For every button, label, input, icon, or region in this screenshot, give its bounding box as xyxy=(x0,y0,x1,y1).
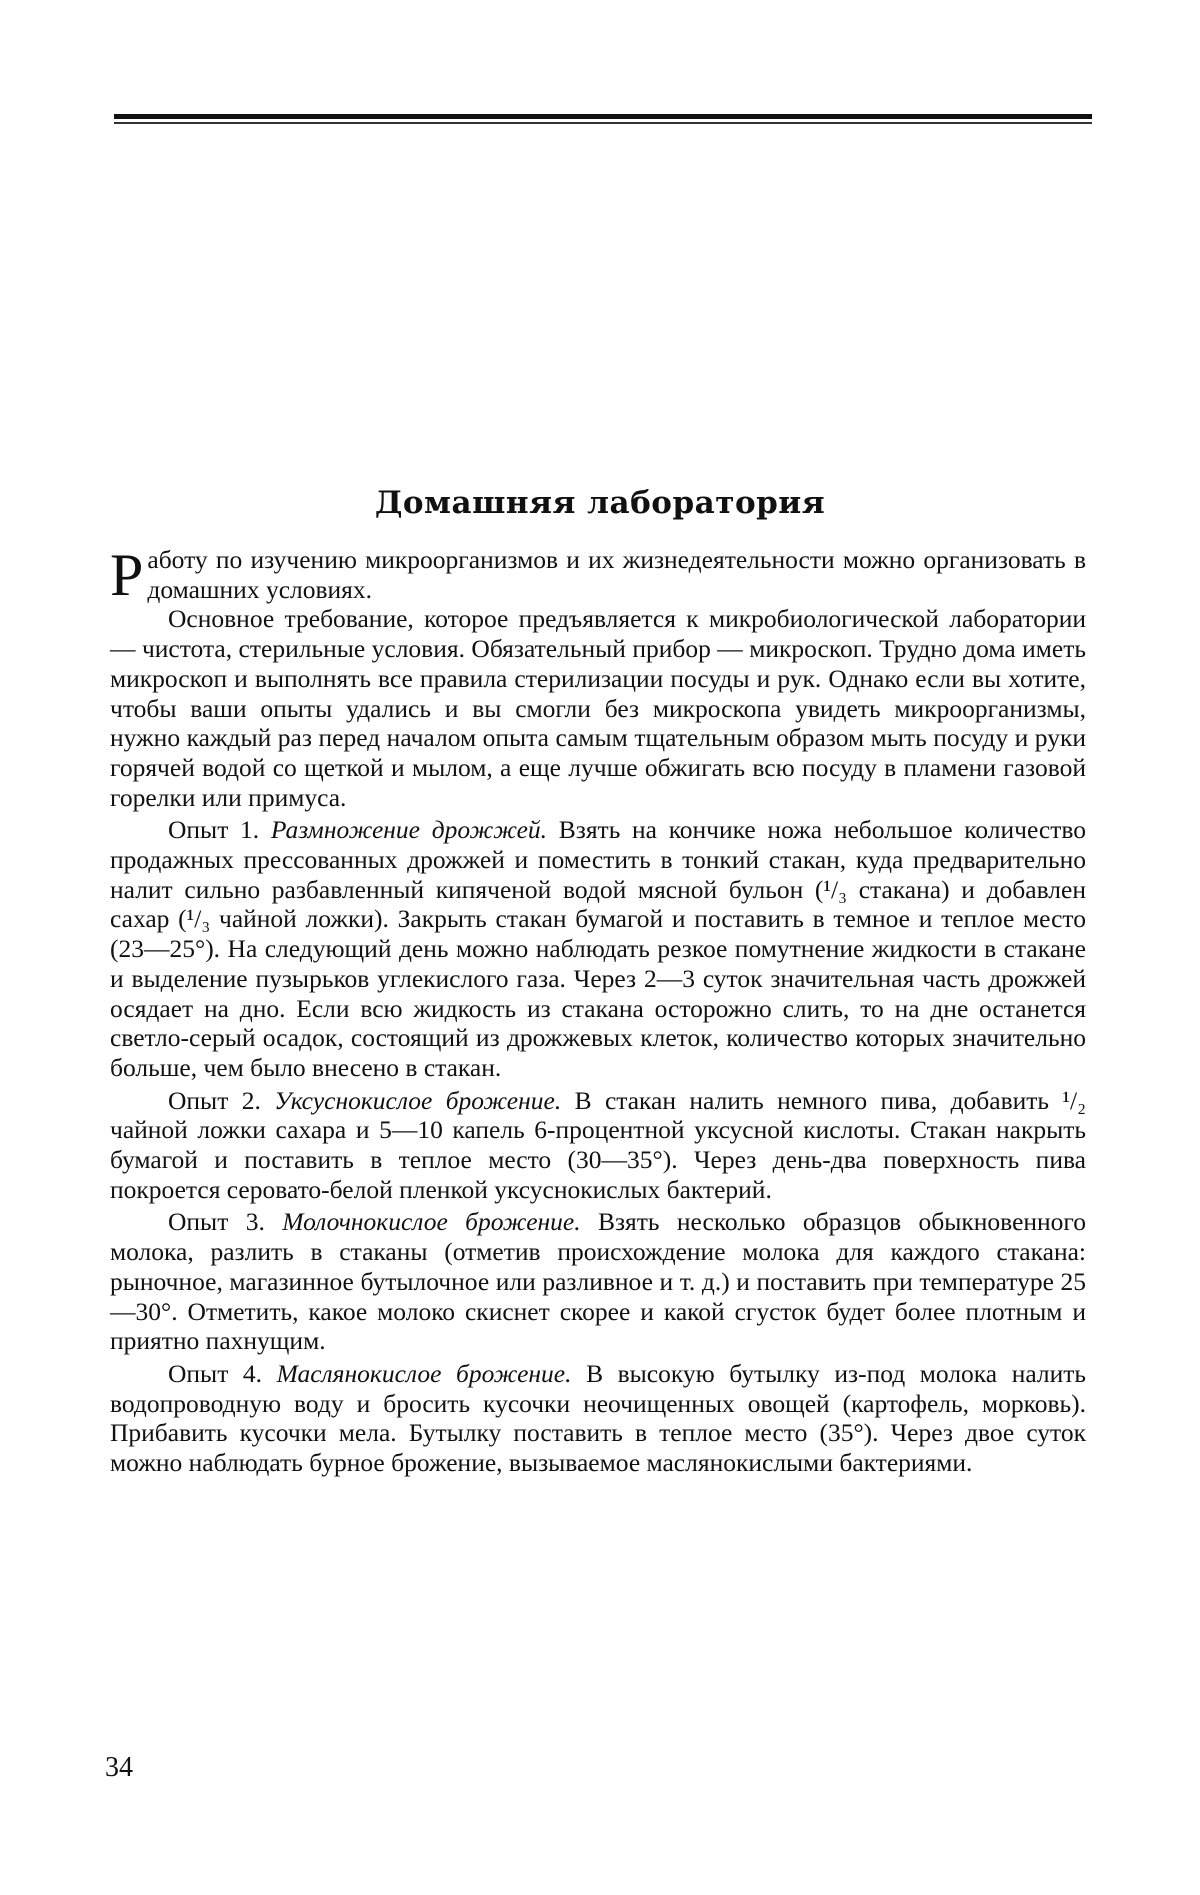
article-body xyxy=(110,545,1086,1478)
experiment-label: Опыт 1. xyxy=(168,815,259,844)
intro-paragraph xyxy=(110,545,1086,604)
experiment-body: В высокую бутылку из-под молока налить водопроводную воду и бросить кусочки неочищенных овощей (картофель, морковь). Прибавить кусочки мела. Бутылку поставить в теплое место (35°). Через двое суток можно наблюдать бурное брожение, вызываемое маслянокислыми бактериями. xyxy=(110,1359,1086,1477)
header-rule xyxy=(114,114,1092,119)
experiment-label: Опыт 4. xyxy=(168,1359,262,1388)
experiment-body: В стакан налить немного пива, добавить ¹/₂ чайной ложки сахара и 5—10 капель 6-процентной уксусной кислоты. Стакан накрыть бумагой и поставить в теплое место (30—35°). Через день-два поверхность пива покроется серовато-белой пленкой уксуснокислых бактерий. xyxy=(110,1086,1086,1204)
book-page xyxy=(0,0,1200,1895)
experiment-2 xyxy=(110,1086,1086,1205)
experiment-label: Опыт 2. xyxy=(168,1086,261,1115)
drop-cap: Р xyxy=(110,549,143,601)
requirements-paragraph: Основное требование, которое предъявляется к микробиологической лаборатории — чистота, стерильные условия. Обязательный прибор — микроскоп. Трудно дома иметь микроскоп и выполнять все правила стерилизации посуды и рук. Однако если вы хотите, чтобы ваши опыты удались и вы смогли без микроскопа увидеть микроорганизмы, нужно каждый раз перед началом опыта самым тщательным образом мыть посуду и руки горячей водой со щеткой и мылом, а еще лучше обжигать всю посуду в пламени газовой горелки или примуса. xyxy=(110,604,1086,812)
experiment-body: Взять несколько образцов обыкновенного молока, разлить в стаканы (отметив происхождение молока для каждого стакана: рыночное, магазинное бутылочное или разливное и т. д.) и поставить при температуре 25—30°. Отметить, какое молоко скиснет скорее и какой сгусток будет более плотным и приятно пахнущим. xyxy=(110,1207,1086,1355)
experiment-title: Размножение дрожжей. xyxy=(271,815,547,844)
experiment-label: Опыт 3. xyxy=(168,1207,265,1236)
experiment-title: Уксуснокислое брожение. xyxy=(274,1086,561,1115)
experiment-title: Молочнокислое брожение. xyxy=(282,1207,580,1236)
experiment-4 xyxy=(110,1359,1086,1478)
experiment-body: Взять на кончике ножа небольшое количество продажных прессованных дрожжей и поместить в тонкий стакан, куда предварительно налит сильно разбавленный кипяченой водой мясной бульон (¹/₃ стакана) и добавлен сахар (¹/₃ чайной ложки). Закрыть стакан бумагой и поставить в темное и теплое место (23—25°). На следующий день можно наблюдать резкое помутнение жидкости в стакане и выделение пузырьков углекислого газа. Через 2—3 суток значительная часть дрожжей осядает на дно. Если всю жидкость из стакана осторожно слить, то на дне останется светло-серый осадок, состоящий из дрожжевых клеток, количество которых значительно больше, чем было внесено в стакан. xyxy=(110,815,1086,1082)
page-title: Домашняя лаборатория xyxy=(0,485,1200,521)
experiment-3 xyxy=(110,1207,1086,1356)
experiment-1 xyxy=(110,815,1086,1082)
header-rule-thin xyxy=(114,122,1092,124)
page-number: 34 xyxy=(105,1752,133,1784)
experiment-title: Маслянокислое брожение. xyxy=(277,1359,572,1388)
intro-text: аботу по изучению микроорганизмов и их жизнедеятельности можно организовать в домашних условиях. xyxy=(147,545,1086,604)
